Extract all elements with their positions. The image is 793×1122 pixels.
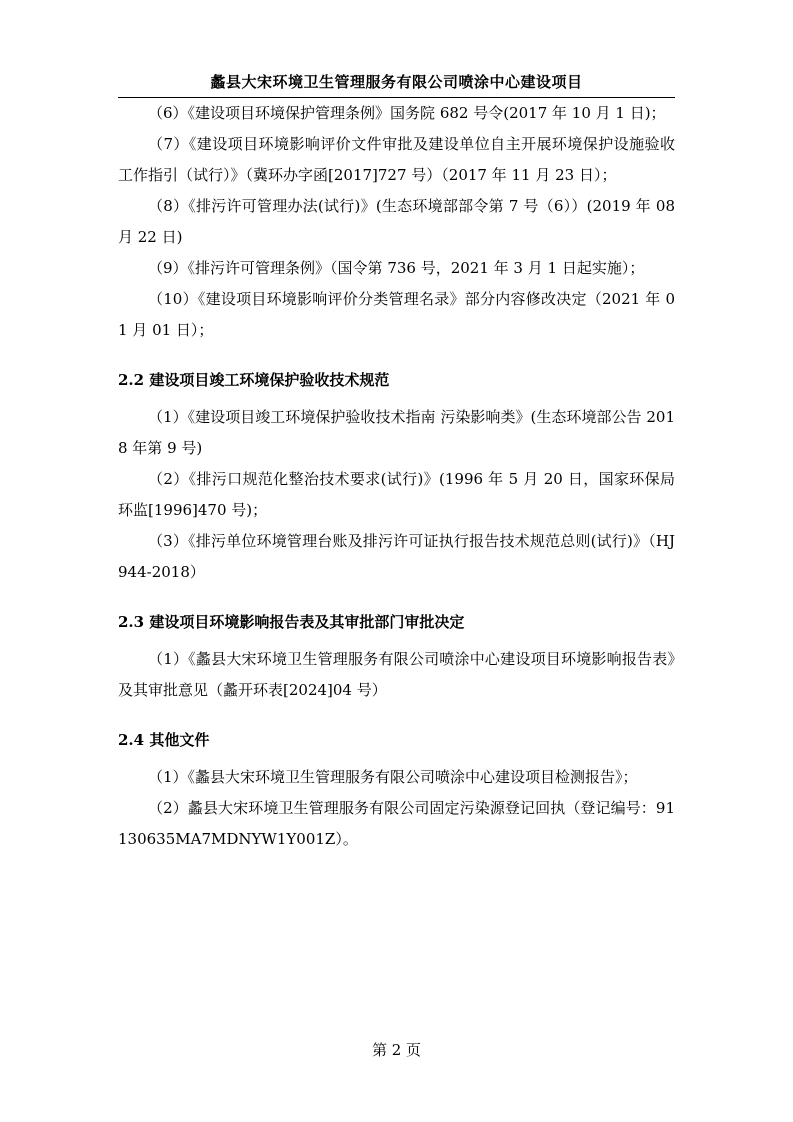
list-item: （8）《排污许可管理办法(试行)》(生态环境部部令第 7 号（6））(2019 年 08 月 22 日) [118,197,675,246]
list-item: （9）《排污许可管理条例》（国令第 736 号，2021 年 3 月 1 日起实施）； [148,259,645,277]
list-item: （1）《蠡县大宋环境卫生管理服务有限公司喷涂中心建设项目环境影响报告表》及其审批意见（蠡开环表[2024]04 号） [118,650,675,699]
document-body [118,98,675,855]
list-item: （1）《建设项目竣工环境保护验收技术指南 污染影响类》(生态环境部公告 2018 年第 9 号) [118,408,675,457]
list-item: （3）《排污单位环境管理台账及排污许可证执行报告技术规范总则(试行)》（HJ 944-2018） [118,532,675,581]
list-item: （1）《蠡县大宋环境卫生管理服务有限公司喷涂中心建设项目检测报告》； [148,768,638,786]
list-item: （7）《建设项目环境影响评价文件审批及建设单位自主开展环境保护设施验收工作指引（试行）》（冀环办字函[2017]727 号）（2017 年 11 月 23 日）； [118,135,675,184]
page-number: 第 2 页 [371,1041,422,1059]
list-item: （6）《建设项目环境保护管理条例》国务院 682 号令(2017 年 10 月 1 日)； [148,104,666,122]
list-item: （10）《建设项目环境影响评价分类管理名录》部分内容修改决定（2021 年 01 月 01 日）； [118,290,675,339]
section-heading-2-4: 2.4 其他文件 [118,731,210,749]
section-heading-2-2: 2.2 建设项目竣工环境保护验收技术规范 [118,371,390,389]
document-header-title: 蠡县大宋环境卫生管理服务有限公司喷涂中心建设项目 [210,73,583,91]
list-item: （2）蠡县大宋环境卫生管理服务有限公司固定污染源登记回执（登记编号：91130635MA7MDNYW1Y001Z）。 [118,799,675,848]
section-heading-2-3: 2.3 建设项目环境影响报告表及其审批部门审批决定 [118,613,465,631]
list-item: （2）《排污口规范化整治技术要求(试行)》(1996 年 5 月 20 日，国家环保局环监[1996]470 号)； [118,470,675,519]
